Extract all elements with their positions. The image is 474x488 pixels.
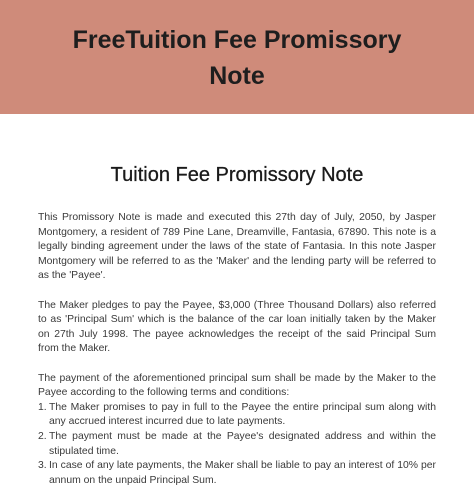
document-body [38, 211, 436, 488]
document-page [0, 114, 474, 486]
paragraph-intro: This Promissory Note is made and executed this 27th day of July, 2050, by Jasper Montgomery, a resident of 789 Pine Lane, Dreamville, Fantasia, 67890. This note is a legally binding agreement under the laws of the state of Fantasia. In this note Jasper Montgomery will be referred to as the 'Maker' and the lending party will be referred to as the 'Payee'. [38, 212, 436, 282]
term-number: 1. [38, 401, 47, 413]
term-number: 3. [38, 460, 47, 472]
term-text: In case of any late payments, the Maker shall be liable to pay an interest of 10% per annum on the unpaid Principal Sum. [49, 460, 436, 486]
paragraph-principal: The Maker pledges to pay the Payee, $3,000 (Three Thousand Dollars) also referred to as 'Principal Sum' which is the balance of the car loan initially taken by the Maker on 27th July 1998. The payee acknowledges the receipt of the said Principal Sum from the Maker. [38, 299, 436, 355]
paragraph-terms-intro: The payment of the aforementioned principal sum shall be made by the Maker to the Payee according to the following terms and conditions: [38, 372, 436, 399]
banner-title: FreeTuition Fee Promissory Note [72, 26, 402, 90]
header-banner [0, 0, 474, 114]
term-number: 2. [38, 430, 47, 442]
term-text: The payment must be made at the Payee's designated address and within the stipulated time. [49, 430, 436, 457]
term-text: The Maker promises to pay in full to the Payee the entire principal sum along with any accrued interest incurred due to late payments. [49, 401, 436, 428]
term-item [38, 459, 436, 488]
terms-list [38, 401, 436, 488]
term-item [38, 401, 436, 430]
term-item [38, 430, 436, 459]
document-title: Tuition Fee Promissory Note [110, 164, 364, 186]
